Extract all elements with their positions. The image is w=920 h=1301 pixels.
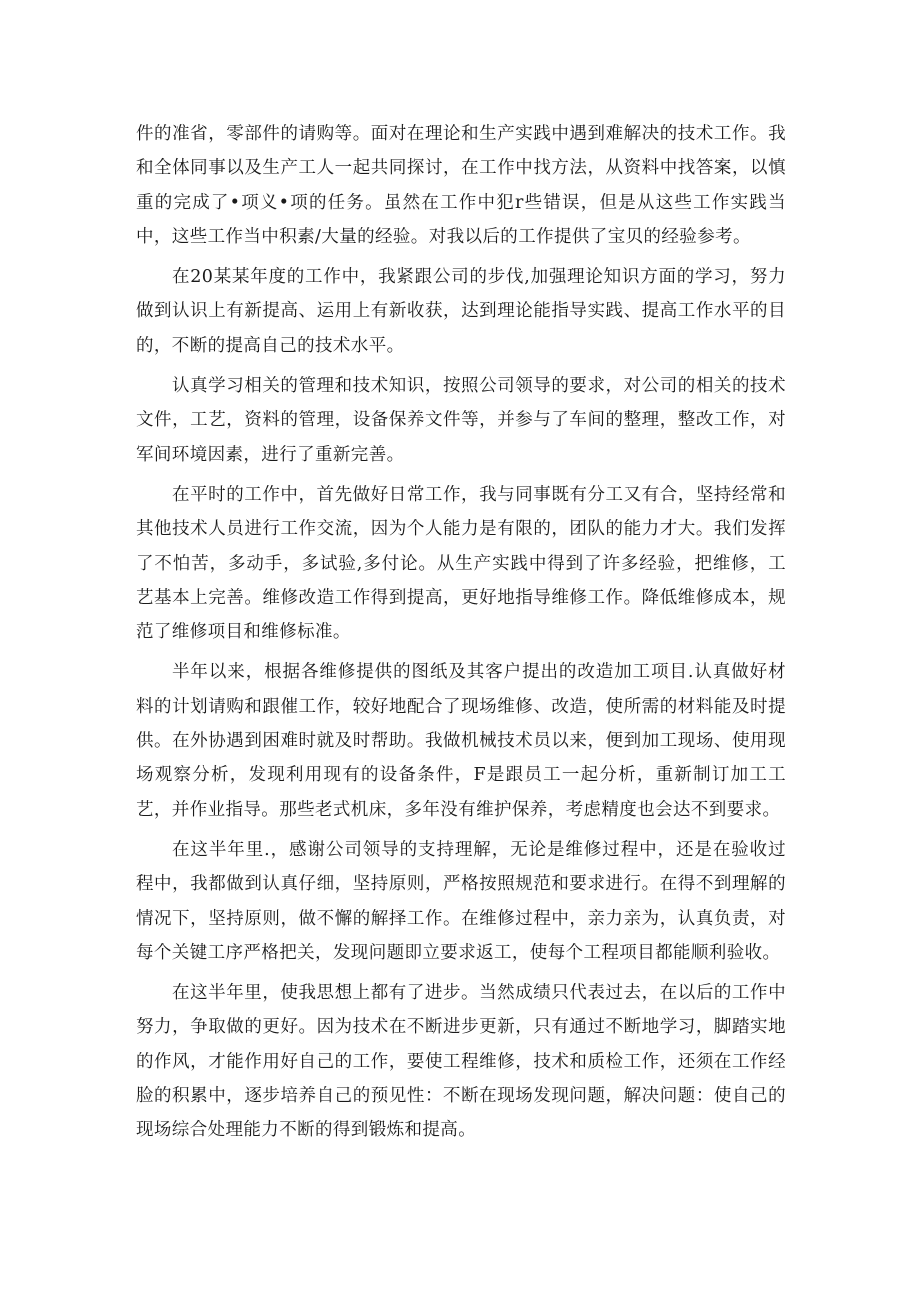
paragraph-acceptance-process: 在这半年里.，感谢公司领导的支持理解，无论是维修过程中，还是在验收过程中，我都做到认真仔细，坚持原则，严格按照规范和要求进行。在得不到理解的情况下，坚持原则，做不懈的解择工作。在维修过程中，亲力亲为，认真负责，对每个关键工序严格把关，发现问题即立要求返工，使每个工程项目都能顺利验收。: [136, 839, 786, 963]
paragraph-annual-learning: 在20某某年度的工作中，我紧跟公司的步伐,加强理论知识方面的学习，努力做到认识上有新提高、运用上有新收获，达到理论能指导实践、提高工作水平的目的，不断的提高自己的技术水平。: [136, 267, 786, 356]
paragraph-continued: 件的准省，零部件的请购等。面对在理论和生产实践中遇到难解决的技术工作。我和全体同事以及生产工人一起共同探讨，在工作中找方法，从资料中找答案，以慎重的完成了•项义•项的任务。虽然在工作中犯r些错误，但是从这些工作实践当中，这些工作当中积素/大量的经验。对我以后的工作提供了宝贝的经验参考。: [136, 124, 786, 247]
paragraph-management-study: 认真学习相关的管理和技术知识，按照公司领导的要求，对公司的相关的技术文件，工艺，资料的管理，设备保养文件等，并参与了车间的整理，整改工作，对军间环境因素，进行了重新完善。: [136, 376, 786, 465]
paragraph-half-year-materials: 半年以来，根据各维修提供的图纸及其客户提出的改造加工项目.认真做好材料的计划请购和跟催工作，较好地配合了现场维修、改造，使所需的材料能及时提供。在外协遇到困难时就及时帮助。我做机械技术员以来，便到加工现场、使用现场观察分析，发现利用现有的设备条件，F是跟员工一起分析，重新制订加工工艺，并作业指导。那些老式机床，多年没有维护保养，考虑精度也会达不到要求。: [136, 662, 786, 820]
paragraph-summary-progress: 在这半年里，使我思想上都有了进步。当然成绩只代表过去，在以后的工作中努力，争取做的更好。因为技术在不断进步更新，只有通过不断地学习，脚踏实地的作风，才能作用好自己的工作，要使工程维修，技术和质检工作，还须在工作经脸的积累中，逐步培养自己的预见性：不断在现场发现问题，解决问题：使自己的现场综合处理能力不断的得到锻炼和提高。: [136, 983, 786, 1141]
document-body: [136, 117, 786, 1154]
paragraph-daily-work: 在平时的工作中，首先做好日常工作，我与同事既有分工又有合，坚持经常和其他技术人员进行工作交流，因为个人能力是有限的，团队的能力才大。我们发挥了不怕苦，多动手，多试验,多付论。从生产实践中得到了许多经验，把维修，工艺基本上完善。维修改造工作得到提高，更好地指导维修工作。降低维修成本，规范了维修项目和维修标准。: [136, 484, 786, 643]
